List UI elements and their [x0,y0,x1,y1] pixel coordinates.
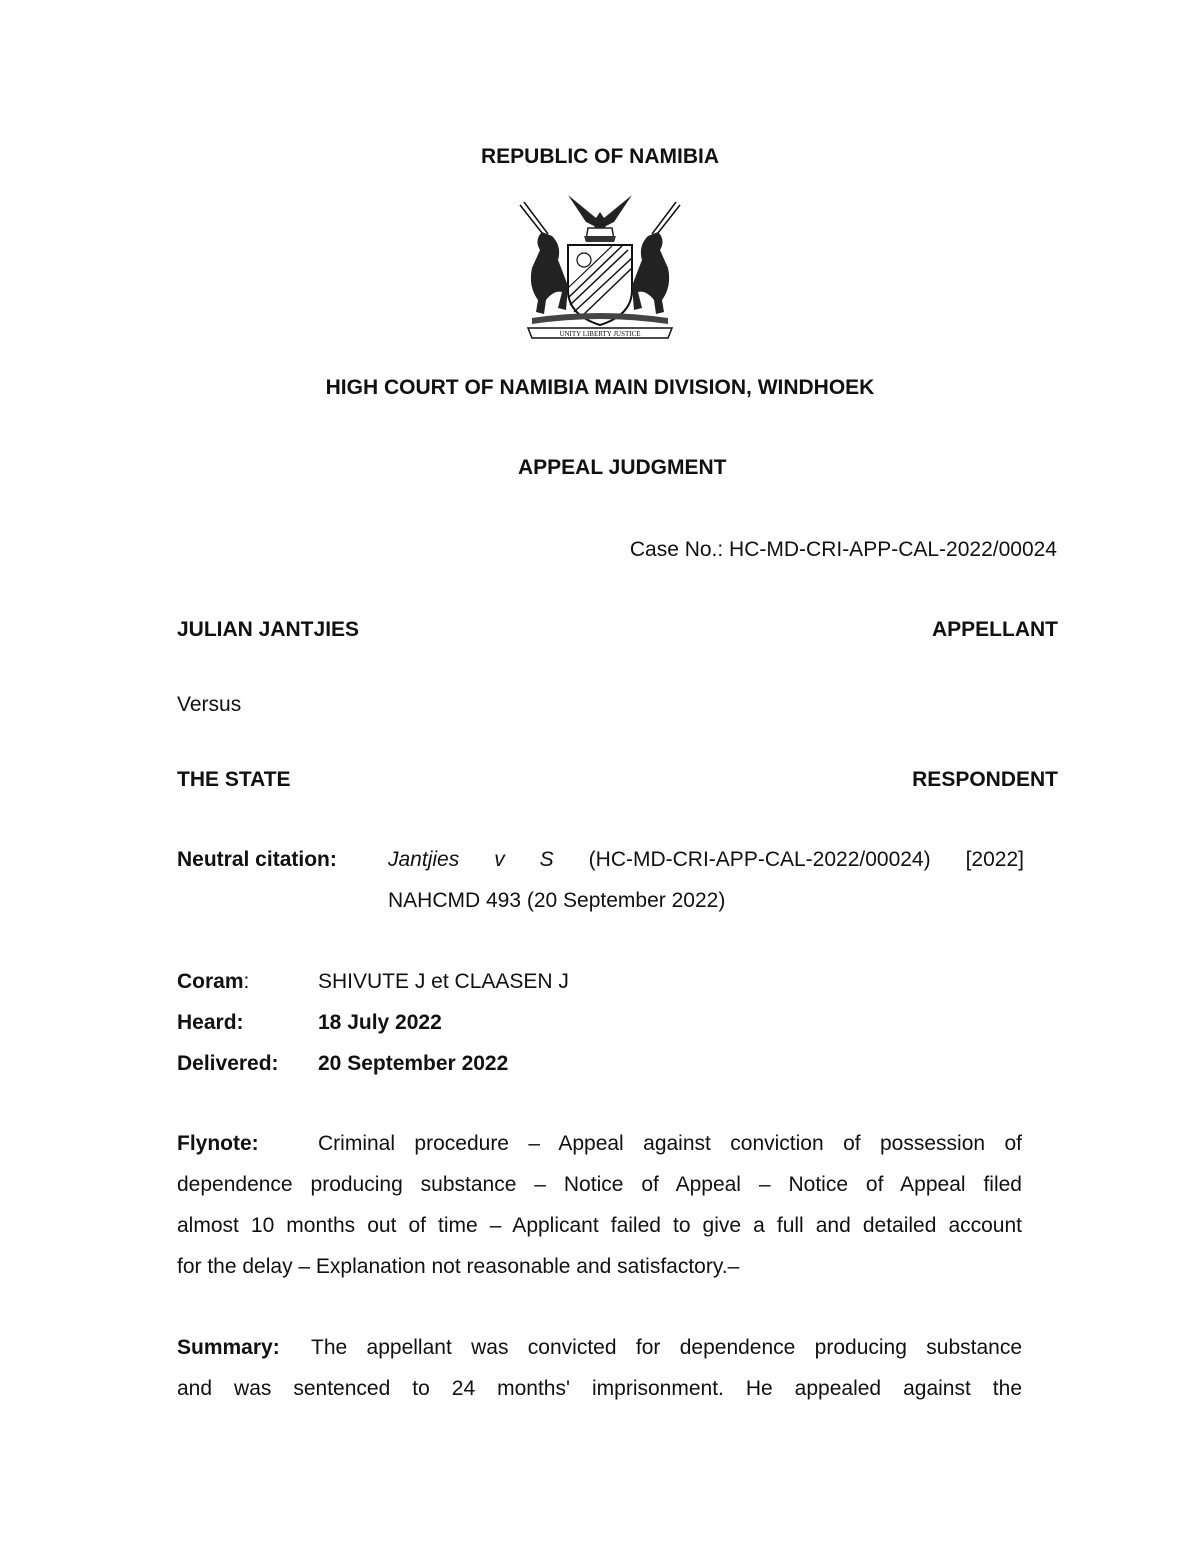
citation-case-number: (HC-MD-CRI-APP-CAL-2022/00024) [588,848,931,871]
delivered-label: Delivered: [177,1052,279,1075]
appellant-role: APPELLANT [932,618,1058,641]
coat-of-arms-icon [518,190,682,345]
citation-case-name-2: S [539,848,554,871]
citation-case-name-1: Jantjies [388,848,460,871]
respondent-name: THE STATE [177,768,291,791]
flynote-label: Flynote: [177,1132,259,1155]
case-number: Case No.: HC-MD-CRI-APP-CAL-2022/00024 [629,538,1057,561]
coram-label-wrap [177,971,249,992]
flynote-line-3: almost 10 months out of time – Applicant failed to give a full and detailed account [177,1214,1022,1237]
crest-motto: UNITY LIBERTY JUSTICE [559,330,641,338]
flynote-line-1: Criminal procedure – Appeal against conviction of possession of [318,1132,1022,1155]
summary-line-2: and was sentenced to 24 months' imprisonment. He appealed against the [177,1377,1022,1400]
citation-v: v [494,848,505,871]
citation-line-1 [388,849,1024,870]
delivered-value: 20 September 2022 [318,1052,509,1075]
coram-colon: : [243,970,250,993]
respondent-role: RESPONDENT [912,768,1058,791]
heard-label: Heard: [177,1011,244,1034]
citation-year: [2022] [965,848,1024,871]
coram-value: SHIVUTE J et CLAASEN J [318,970,569,993]
citation-label: Neutral citation: [177,848,337,871]
summary-line-1: The appellant was convicted for dependence producing substance [311,1336,1022,1359]
republic-heading: REPUBLIC OF NAMIBIA [481,145,719,168]
appellant-name: JULIAN JANTJIES [177,618,360,641]
versus-text: Versus [177,693,242,716]
court-heading: HIGH COURT OF NAMIBIA MAIN DIVISION, WINDHOEK [325,376,875,399]
flynote-line-4: for the delay – Explanation not reasonable and satisfactory.– [177,1255,740,1278]
summary-label: Summary: [177,1336,280,1359]
coram-label: Coram [177,970,244,993]
citation-line-2: NAHCMD 493 (20 September 2022) [388,889,726,912]
document-type-heading: APPEAL JUDGMENT [518,456,727,479]
flynote-line-2: dependence producing substance – Notice of Appeal – Notice of Appeal filed [177,1173,1022,1196]
heard-value: 18 July 2022 [318,1011,442,1034]
